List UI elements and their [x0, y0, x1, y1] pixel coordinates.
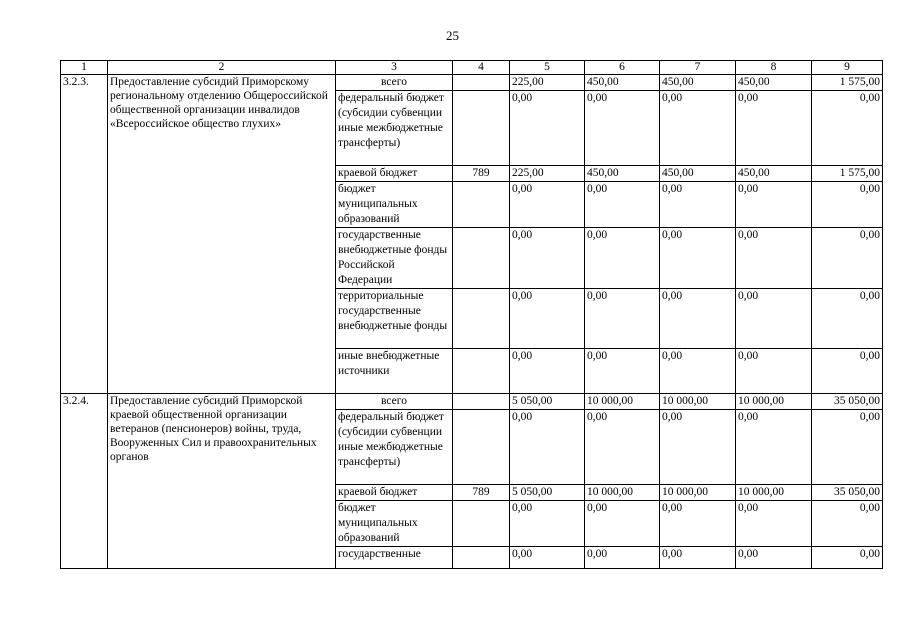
budget-code [453, 289, 510, 349]
value-cell: 450,00 [585, 75, 660, 91]
item-description: Предоставление субсидий Приморскому региональному отделению Общероссийской общественной организации инвалидов «Всероссийское общество глухих» [108, 75, 336, 394]
funding-source: краевой бюджет [336, 485, 453, 501]
value-cell: 0,00 [510, 349, 585, 394]
budget-table [60, 60, 883, 569]
total-cell: 1 575,00 [812, 75, 883, 91]
value-cell: 0,00 [585, 91, 660, 166]
total-cell: 0,00 [812, 91, 883, 166]
value-cell: 0,00 [585, 410, 660, 485]
total-cell: 35 050,00 [812, 485, 883, 501]
funding-source: краевой бюджет [336, 166, 453, 182]
value-cell: 10 000,00 [585, 485, 660, 501]
total-cell: 0,00 [812, 349, 883, 394]
total-cell: 0,00 [812, 182, 883, 228]
funding-source: федеральный бюджет (субсидии субвенции иные межбюджетные трансферты) [336, 410, 453, 485]
funding-source: государственные [336, 547, 453, 569]
value-cell: 0,00 [660, 182, 736, 228]
value-cell: 225,00 [510, 75, 585, 91]
value-cell: 0,00 [736, 91, 812, 166]
value-cell: 0,00 [585, 289, 660, 349]
value-cell: 10 000,00 [585, 394, 660, 410]
header-row [61, 61, 883, 75]
total-cell: 0,00 [812, 228, 883, 289]
value-cell: 0,00 [510, 289, 585, 349]
value-cell: 225,00 [510, 166, 585, 182]
value-cell: 0,00 [585, 182, 660, 228]
value-cell: 0,00 [660, 289, 736, 349]
value-cell: 450,00 [736, 166, 812, 182]
funding-source: государственные внебюджетные фонды Российской Федерации [336, 228, 453, 289]
value-cell: 0,00 [660, 501, 736, 547]
funding-source: бюджет муниципальных образований [336, 182, 453, 228]
funding-source: всего [336, 394, 453, 410]
total-cell: 0,00 [812, 289, 883, 349]
budget-code [453, 501, 510, 547]
column-header: 5 [510, 61, 585, 75]
item-code: 3.2.4. [61, 394, 108, 569]
value-cell: 0,00 [660, 91, 736, 166]
value-cell: 0,00 [736, 228, 812, 289]
value-cell: 0,00 [660, 349, 736, 394]
total-cell: 1 575,00 [812, 166, 883, 182]
value-cell: 10 000,00 [736, 394, 812, 410]
total-cell: 35 050,00 [812, 394, 883, 410]
item-description: Предоставление субсидий Приморской краевой общественной организации ветеранов (пенсионеров) войны, труда, Вооруженных Сил и правоохранительных органов [108, 394, 336, 569]
total-cell: 0,00 [812, 547, 883, 569]
value-cell: 0,00 [510, 91, 585, 166]
total-cell: 0,00 [812, 501, 883, 547]
value-cell: 0,00 [585, 547, 660, 569]
value-cell: 0,00 [585, 228, 660, 289]
value-cell: 0,00 [510, 182, 585, 228]
value-cell: 450,00 [660, 166, 736, 182]
budget-code: 789 [453, 485, 510, 501]
value-cell: 0,00 [736, 349, 812, 394]
column-header: 3 [336, 61, 453, 75]
value-cell: 0,00 [510, 228, 585, 289]
budget-code [453, 75, 510, 91]
value-cell: 0,00 [585, 501, 660, 547]
value-cell: 0,00 [736, 501, 812, 547]
budget-code [453, 91, 510, 166]
column-header: 7 [660, 61, 736, 75]
value-cell: 10 000,00 [660, 485, 736, 501]
column-header: 6 [585, 61, 660, 75]
value-cell: 0,00 [736, 289, 812, 349]
budget-code [453, 228, 510, 289]
value-cell: 0,00 [660, 547, 736, 569]
funding-source: федеральный бюджет (субсидии субвенции иные межбюджетные трансферты) [336, 91, 453, 166]
column-header: 2 [108, 61, 336, 75]
budget-code [453, 394, 510, 410]
budget-code [453, 182, 510, 228]
column-header: 4 [453, 61, 510, 75]
budget-code [453, 410, 510, 485]
funding-source: иные внебюджетные источники [336, 349, 453, 394]
total-cell: 0,00 [812, 410, 883, 485]
budget-code [453, 547, 510, 569]
value-cell: 0,00 [660, 228, 736, 289]
budget-code: 789 [453, 166, 510, 182]
value-cell: 0,00 [510, 547, 585, 569]
value-cell: 0,00 [510, 501, 585, 547]
column-header: 8 [736, 61, 812, 75]
value-cell: 0,00 [736, 547, 812, 569]
value-cell: 450,00 [585, 166, 660, 182]
budget-code [453, 349, 510, 394]
page-number: 25 [446, 28, 459, 43]
value-cell: 10 000,00 [736, 485, 812, 501]
funding-source: бюджет муниципальных образований [336, 501, 453, 547]
value-cell: 0,00 [736, 410, 812, 485]
funding-source: территориальные государственные внебюджетные фонды [336, 289, 453, 349]
column-header: 9 [812, 61, 883, 75]
value-cell: 0,00 [585, 349, 660, 394]
value-cell: 0,00 [510, 410, 585, 485]
value-cell: 10 000,00 [660, 394, 736, 410]
value-cell: 5 050,00 [510, 485, 585, 501]
column-header: 1 [61, 61, 108, 75]
item-code: 3.2.3. [61, 75, 108, 394]
funding-source: всего [336, 75, 453, 91]
table-row [61, 394, 883, 410]
table-row [61, 75, 883, 91]
value-cell: 450,00 [736, 75, 812, 91]
value-cell: 450,00 [660, 75, 736, 91]
value-cell: 0,00 [660, 410, 736, 485]
value-cell: 5 050,00 [510, 394, 585, 410]
value-cell: 0,00 [736, 182, 812, 228]
